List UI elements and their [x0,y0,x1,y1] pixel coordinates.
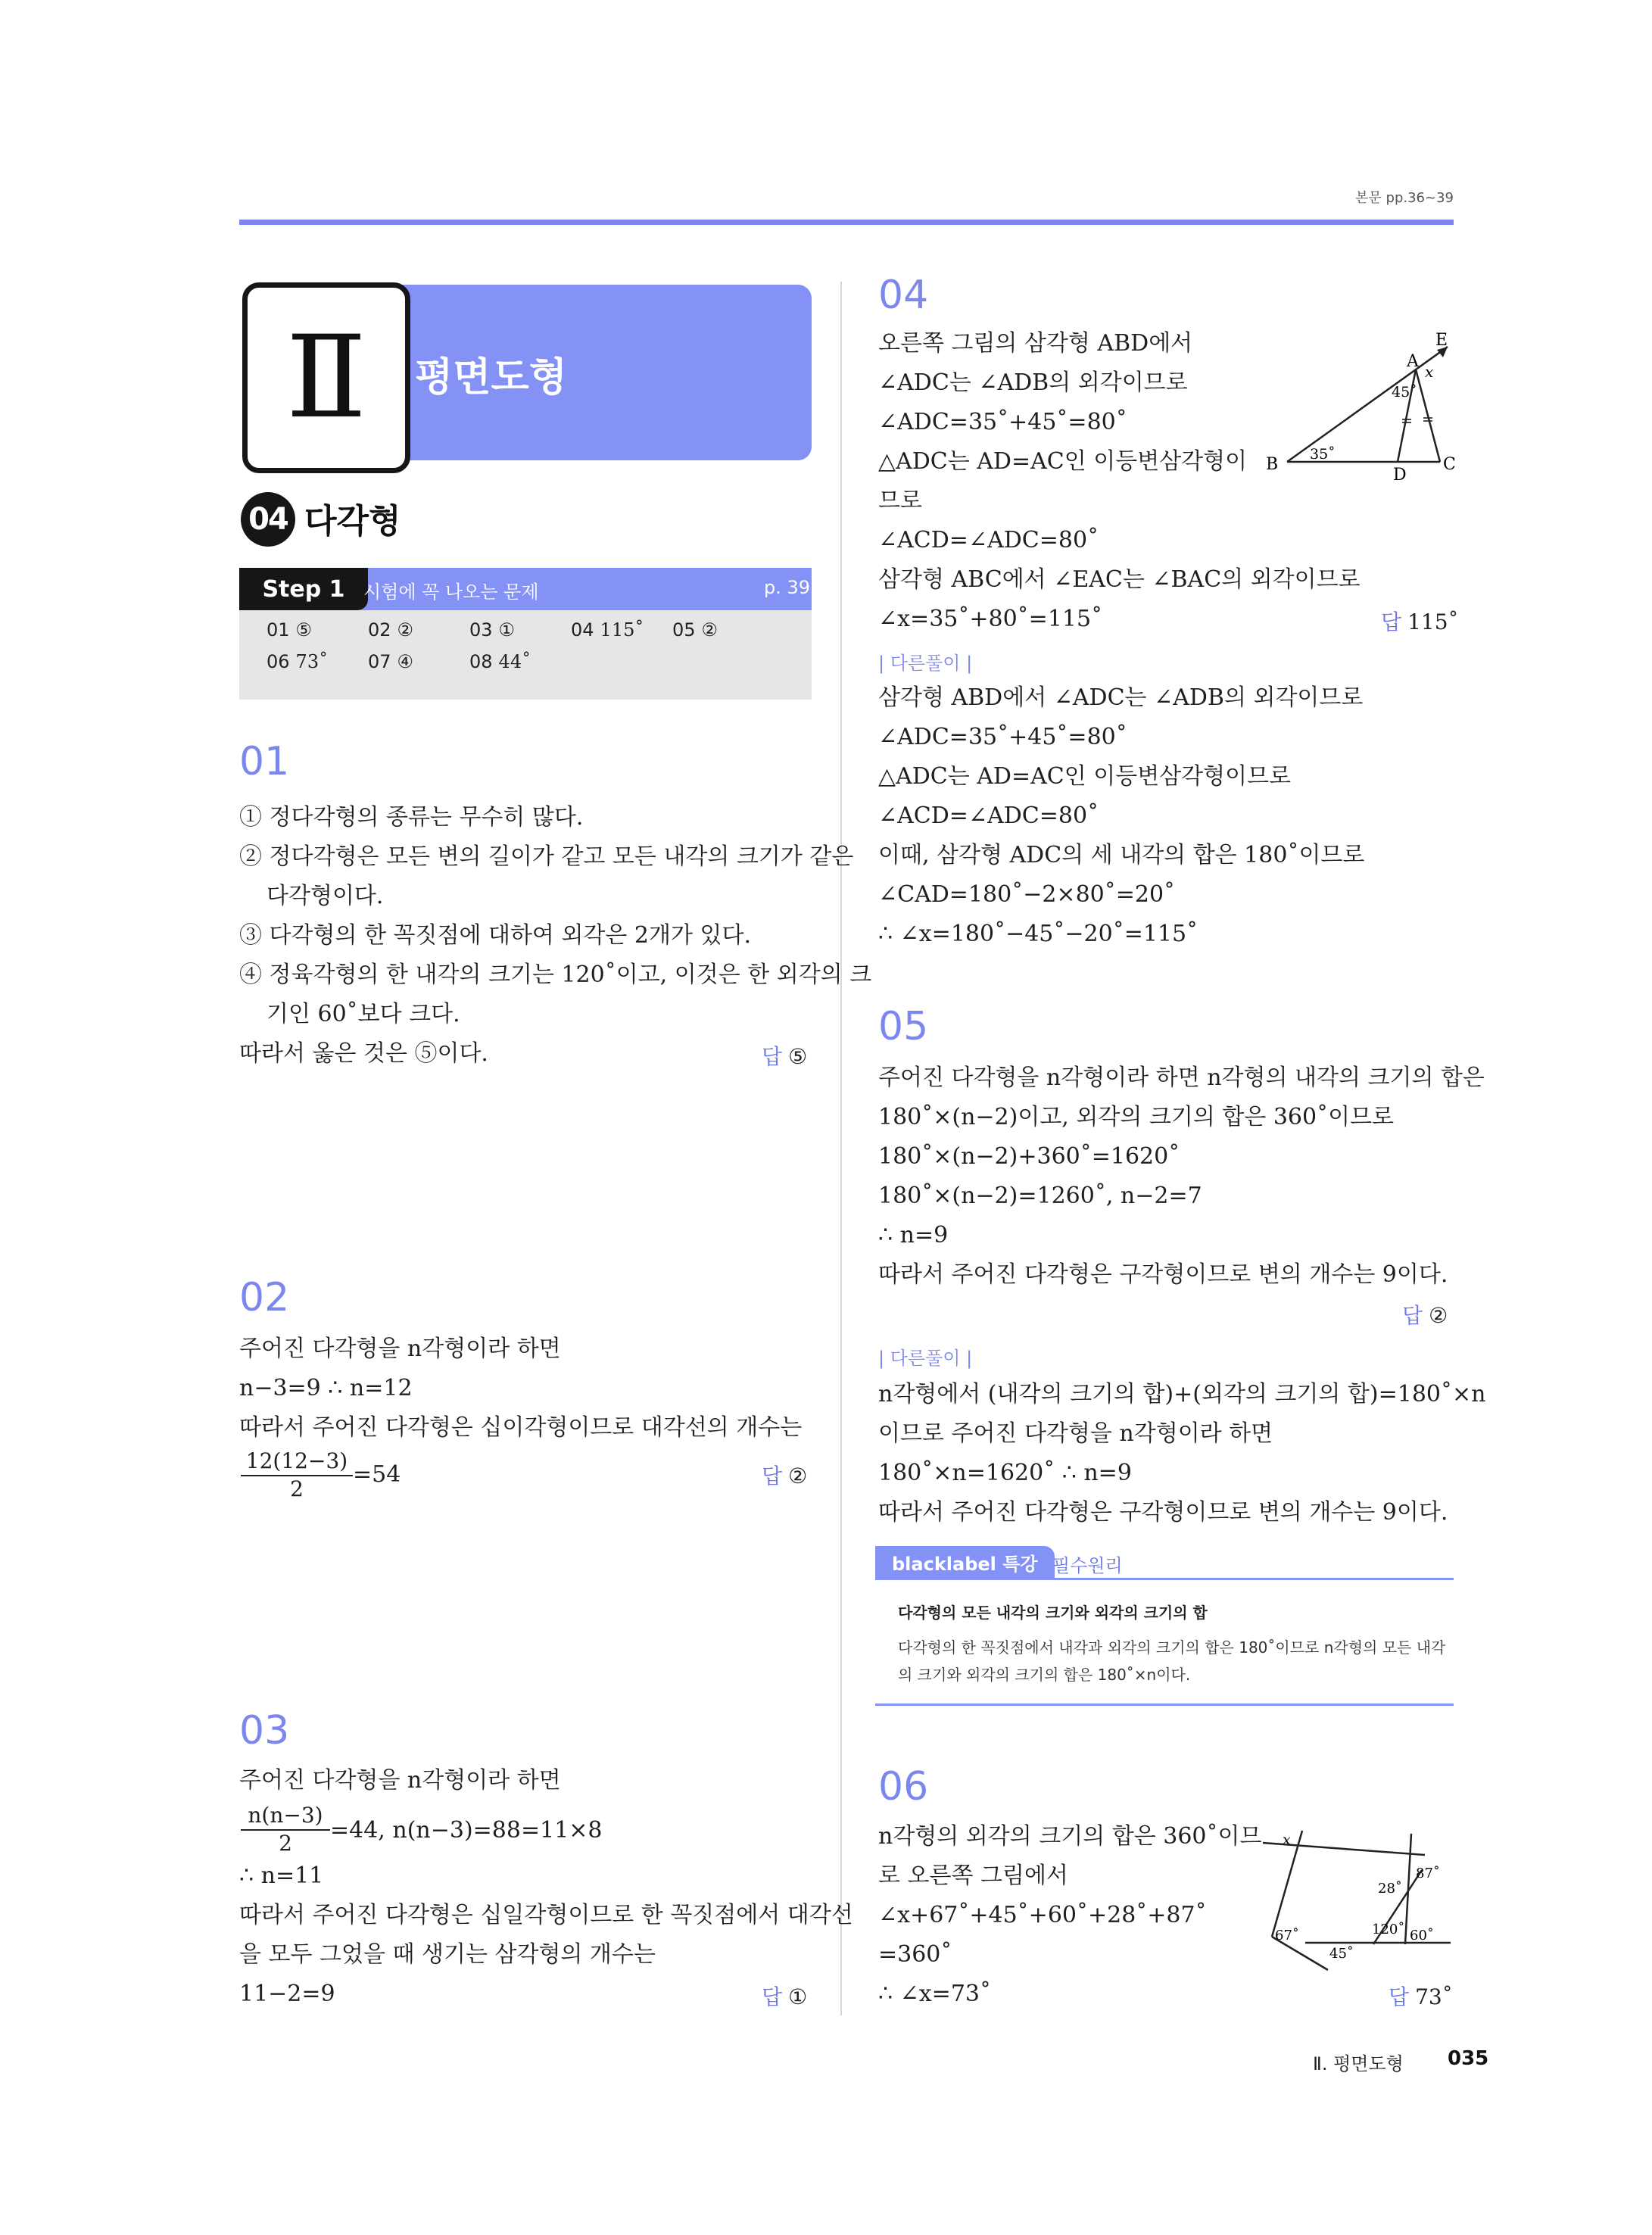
answer-mark: 답 ② [1402,1303,1448,1328]
solution-line: 따라서 주어진 다각형은 구각형이므로 변의 개수는 9이다. [878,1261,1448,1288]
answer-summary-item: 05 ② [672,619,718,641]
solution-line: ∠x=35˚+80˚=115˚ [878,606,1103,632]
blacklabel-heading: 다각형의 모든 내각의 크기와 외각의 크기의 합 [898,1604,1208,1622]
solution-line: 을 모두 그었을 때 생기는 삼각형의 개수는 [239,1941,656,1968]
blacklabel-subtitle: 필수원리 [1052,1555,1123,1576]
answer-summary-item: 01 ⑤ [267,619,313,641]
solution-line: 180˚×(n−2)이고, 외각의 크기의 합은 360˚이므로 [878,1104,1395,1130]
solution-line: ③ 다각형의 한 꼭짓점에 대하여 외각은 2개가 있다. [239,922,751,949]
label-angle-45: 45˚ [1392,384,1417,401]
problem-number: 03 [239,1708,290,1753]
solution-line: ② 정다각형은 모든 변의 길이가 같고 모든 내각의 크기가 같은 [239,843,854,870]
blacklabel-text: 다각형의 한 꼭짓점에서 내각과 외각의 크기의 합은 180˚이므로 n각형의 모든 내각 [898,1638,1446,1657]
answer-mark: 답 ⑤ [762,1044,808,1069]
fraction-denominator: 2 [290,1476,304,1501]
page-number: 035 [1448,2047,1489,2070]
label-angle-45: 45˚ [1329,1946,1354,1962]
solution-line: 주어진 다각형을 n각형이라 하면 [239,1336,561,1362]
solution-line: 다각형이다. [267,883,384,909]
label-c: C [1443,455,1456,474]
column-divider [840,282,842,2015]
solution-line: 주어진 다각형을 n각형이라 하면 n각형의 내각의 크기의 합은 [878,1065,1485,1091]
solution-line: ∴ n=11 [239,1862,324,1889]
solution-line: =360˚ [878,1941,952,1968]
solution-line: 180˚×(n−2)+360˚=1620˚ [878,1143,1180,1170]
answer-summary-item: 07 ④ [368,651,414,672]
label-angle-35: 35˚ [1310,446,1336,463]
polygon-figure [1260,1823,1454,1982]
solution-line: 따라서 주어진 다각형은 구각형이므로 변의 개수는 9이다. [878,1499,1448,1526]
step-label: Step 1 [239,568,368,610]
label-angle-x: x [1425,363,1434,381]
step-description: 시험에 꼭 나오는 문제 [363,581,539,603]
problem-number: 04 [878,273,929,318]
blacklabel-top-rule [875,1578,1454,1580]
label-angle-87: 87˚ [1416,1866,1440,1881]
label-a: A [1407,352,1419,371]
solution-line: n−3=9 ∴ n=12 [239,1375,413,1401]
chapter-number-box [242,282,410,473]
fraction-numerator: n(n−3) [241,1802,330,1831]
blacklabel-text: 의 크기와 외각의 크기의 합은 180˚×n이다. [898,1666,1191,1684]
solution-line: 주어진 다각형을 n각형이라 하면 [239,1767,561,1794]
footer-chapter: Ⅱ. 평면도형 [1313,2053,1404,2074]
solution-line: 따라서 주어진 다각형은 십일각형이므로 한 꼭짓점에서 대각선 [239,1902,853,1928]
answer-summary-item: 02 ② [368,619,414,641]
solution-line: 로 오른쪽 그림에서 [878,1862,1068,1889]
answer-mark: 답 ② [762,1464,808,1488]
alt-solution-label: | 다른풀이 | [878,653,973,674]
label-angle-x: x [1283,1831,1291,1848]
solution-line: ④ 정육각형의 한 내각의 크기는 120˚이고, 이것은 한 외각의 크 [239,962,872,988]
solution-line: 11−2=9 [239,1981,335,2007]
answer-mark: 답 ① [762,1984,808,2009]
solution-line: ∠CAD=180˚−2×80˚=20˚ [878,881,1176,908]
alt-solution-label: | 다른풀이 | [878,1348,973,1369]
step-page-ref: p. 39 [763,577,810,598]
label-d: D [1393,466,1407,485]
solution-line: ∠x+67˚+45˚+60˚+28˚+87˚ [878,1902,1207,1928]
solution-line: △ADC는 AD=AC인 이등변삼각형이므로 [878,763,1292,790]
blacklabel-tab: blacklabel 특강 [875,1546,1055,1578]
section-number-badge: 04 [241,492,295,547]
fraction-denominator: 2 [279,1831,292,1856]
label-angle-28: 28˚ [1378,1881,1402,1897]
solution-line: 180˚×n=1620˚ ∴ n=9 [878,1460,1132,1486]
page-reference: 본문 pp.36~39 [1355,190,1454,206]
solution-line: 삼각형 ABD에서 ∠ADC는 ∠ADB의 외각이므로 [878,684,1364,711]
solution-line: ∴ n=9 [878,1222,949,1248]
chapter-banner [341,285,812,460]
solution-line: 삼각형 ABC에서 ∠EAC는 ∠BAC의 외각이므로 [878,566,1361,593]
fraction-numerator: 12(12−3) [241,1448,353,1476]
solution-line: ∠ADC=35˚+45˚=80˚ [878,409,1127,435]
label-e: E [1435,331,1448,350]
label-angle-67: 67˚ [1275,1928,1299,1944]
answer-summary-item: 03 ① [469,619,516,641]
problem-number: 01 [239,739,290,784]
segment-ac [1416,369,1440,462]
solution-line: n각형에서 (내각의 크기의 합)+(외각의 크기의 합)=180˚×n [878,1381,1486,1407]
segment-be [1287,347,1448,462]
chapter-numeral: Ⅱ [285,312,367,444]
solution-line: ∴ ∠x=180˚−45˚−20˚=115˚ [878,921,1198,947]
answer-summary-item: 06 73˚ [267,651,329,672]
answer-summary-item: 08 44˚ [469,651,531,672]
problem-number: 02 [239,1275,290,1320]
solution-line: ∴ ∠x=73˚ [878,1981,991,2007]
solution-line: ∠ACD=∠ADC=80˚ [878,803,1099,829]
triangle-figure [1257,326,1454,485]
solution-line: 이므로 주어진 다각형을 n각형이라 하면 [878,1420,1273,1447]
problem-number: 05 [878,1004,929,1049]
problem-number: 06 [878,1764,929,1810]
solution-line: 따라서 주어진 다각형은 십이각형이므로 대각선의 개수는 [239,1414,803,1441]
answer-summary-item: 04 115˚ [571,619,644,641]
solution-line: ∠ACD=∠ADC=80˚ [878,527,1099,553]
header-rule [239,220,1454,225]
solution-line: 따라서 옳은 것은 ⑤이다. [239,1040,488,1067]
solution-line: ① 정다각형의 종류는 무수히 많다. [239,804,584,831]
solution-line: ∠ADC=35˚+45˚=80˚ [878,724,1127,750]
solution-line: △ADC는 AD=AC인 이등변삼각형이 [878,448,1248,475]
solution-line: 기인 60˚보다 크다. [267,1001,460,1027]
fraction [241,1448,353,1502]
solution-line: 므로 [878,488,922,514]
solution-line: 오른쪽 그림의 삼각형 ABD에서 [878,330,1193,357]
solution-line: =44, n(n−3)=88=11×8 [330,1817,603,1844]
chapter-title: 평면도형 [415,355,567,401]
solution-line: n각형의 외각의 크기의 합은 360˚이므 [878,1823,1262,1850]
label-angle-60: 60˚ [1410,1928,1434,1944]
label-angle-120: 120˚ [1372,1922,1405,1937]
answer-mark: 답 115˚ [1381,609,1459,634]
solution-line: 180˚×(n−2)=1260˚, n−2=7 [878,1183,1202,1209]
solution-line: 이때, 삼각형 ADC의 세 내각의 합은 180˚이므로 [878,842,1365,868]
section-title: 다각형 [304,502,401,541]
fraction [241,1802,330,1856]
solution-line: ∠ADC는 ∠ADB의 외각이므로 [878,369,1188,396]
solution-line: =54 [353,1461,401,1488]
answer-mark: 답 73˚ [1389,1984,1453,2009]
label-b: B [1266,455,1279,474]
blacklabel-bottom-rule [875,1704,1454,1706]
